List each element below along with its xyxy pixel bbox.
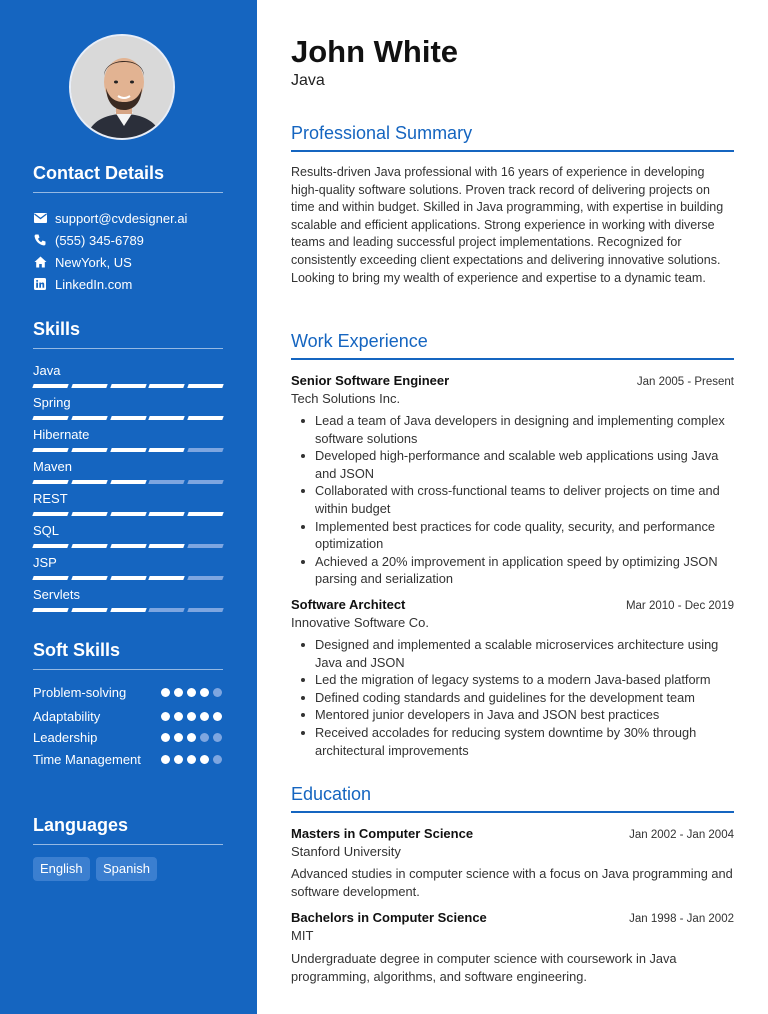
school-name: Stanford University bbox=[291, 844, 401, 859]
skill-name: SQL bbox=[33, 523, 60, 538]
skill-name: JSP bbox=[33, 555, 57, 570]
skill-level-segment bbox=[149, 416, 185, 420]
soft-skill-rating bbox=[161, 729, 222, 746]
skill-level-bar bbox=[33, 448, 223, 452]
home-icon bbox=[33, 255, 47, 269]
list-item: Led the migration of legacy systems to a modern Java-based platform bbox=[291, 671, 734, 689]
skill-level-segment bbox=[187, 512, 223, 516]
summary-text: Results-driven Java professional with 16 years of experience in developing high-quality software solutions. Proven track record of delivering projects on time and within budget. Skilled in Java programming, with expertise in building scalable and efficient applications. Strong experience in working with diverse teams and leading successful project implementations. Recognized for consistently exceeding client expectations and delivering innovative solutions. Looking to bring my wealth of experience and expertise to a dynamic team. bbox=[291, 165, 724, 285]
skill-name: REST bbox=[33, 491, 68, 506]
contact-email[interactable] bbox=[33, 209, 187, 227]
skills-heading: Skills bbox=[33, 319, 223, 349]
education-description: Advanced studies in computer science with a focus on Java programming and software development. bbox=[291, 866, 733, 899]
job-bullets bbox=[291, 412, 734, 588]
soft-skill-rating bbox=[161, 708, 222, 725]
skill-level-segment bbox=[149, 448, 185, 452]
skill-level-segment bbox=[187, 480, 223, 484]
skill-level-segment bbox=[71, 608, 107, 612]
list-item: Designed and implemented a scalable microservices architecture using Java and JSON bbox=[291, 636, 734, 671]
rating-dot bbox=[187, 755, 196, 764]
language-chip-english: English bbox=[33, 857, 90, 881]
skill-level-bar bbox=[33, 512, 223, 516]
soft-skill-rating bbox=[161, 751, 222, 768]
rating-dot bbox=[213, 712, 222, 721]
skill-level-segment bbox=[32, 512, 68, 516]
candidate-role: Java bbox=[291, 72, 325, 89]
rating-dot bbox=[200, 733, 209, 742]
list-item: Implemented best practices for code quality, security, and performance optimization bbox=[291, 518, 734, 553]
skill-level-segment bbox=[71, 448, 107, 452]
skill-level-segment bbox=[149, 512, 185, 516]
job-header bbox=[291, 373, 734, 388]
skill-level-segment bbox=[187, 576, 223, 580]
school-name: MIT bbox=[291, 928, 314, 943]
contact-phone[interactable] bbox=[33, 231, 144, 249]
skill-name: Spring bbox=[33, 395, 71, 410]
avatar bbox=[69, 34, 175, 140]
list-item: Mentored junior developers in Java and JSON best practices bbox=[291, 706, 734, 724]
skill-level-segment bbox=[110, 512, 146, 516]
rating-dot bbox=[200, 688, 209, 697]
list-item: Lead a team of Java developers in designing and implementing complex software solutions bbox=[291, 412, 734, 447]
skill-level-segment bbox=[110, 480, 146, 484]
rating-dot bbox=[187, 688, 196, 697]
skill-name: Servlets bbox=[33, 587, 80, 602]
summary-heading: Professional Summary bbox=[291, 123, 734, 152]
job-date: Jan 2005 - Present bbox=[636, 376, 734, 388]
education-description: Undergraduate degree in computer science with coursework in Java programming, algorithms, and software engineering. bbox=[291, 951, 677, 984]
skill-level-segment bbox=[187, 608, 223, 612]
education-date: Jan 2002 - Jan 2004 bbox=[629, 829, 734, 841]
rating-dot bbox=[161, 755, 170, 764]
degree-title: Bachelors in Computer Science bbox=[291, 910, 487, 925]
rating-dot bbox=[174, 688, 183, 697]
contact-linkedin-text: LinkedIn.com bbox=[55, 276, 133, 292]
rating-dot bbox=[200, 755, 209, 764]
skill-level-segment bbox=[149, 480, 185, 484]
skill-level-segment bbox=[32, 416, 68, 420]
skill-level-segment bbox=[187, 544, 223, 548]
skill-level-segment bbox=[32, 608, 68, 612]
list-item: Defined coding standards and guidelines for the development team bbox=[291, 689, 734, 707]
soft-skill-name: Time Management bbox=[33, 752, 141, 767]
rating-dot bbox=[200, 712, 209, 721]
language-chip-spanish: Spanish bbox=[96, 857, 157, 881]
skill-level-segment bbox=[149, 544, 185, 548]
rating-dot bbox=[174, 733, 183, 742]
rating-dot bbox=[213, 688, 222, 697]
skill-name: Hibernate bbox=[33, 427, 90, 442]
rating-dot bbox=[213, 755, 222, 764]
skill-level-bar bbox=[33, 416, 223, 420]
skill-level-segment bbox=[110, 384, 146, 388]
job-date: Mar 2010 - Dec 2019 bbox=[625, 600, 734, 612]
education-date: Jan 1998 - Jan 2002 bbox=[629, 913, 734, 925]
skill-level-segment bbox=[110, 416, 146, 420]
skill-level-segment bbox=[110, 608, 146, 612]
phone-icon bbox=[33, 233, 47, 247]
skill-level-segment bbox=[110, 576, 146, 580]
skill-level-bar bbox=[33, 576, 223, 580]
skill-level-segment bbox=[71, 480, 107, 484]
rating-dot bbox=[161, 712, 170, 721]
skill-level-segment bbox=[187, 384, 223, 388]
skill-level-segment bbox=[32, 384, 68, 388]
contact-linkedin[interactable] bbox=[33, 275, 132, 293]
rating-dot bbox=[161, 688, 170, 697]
skill-level-bar bbox=[33, 480, 223, 484]
experience-heading: Work Experience bbox=[291, 331, 734, 360]
skill-level-segment bbox=[32, 576, 68, 580]
education-header bbox=[291, 826, 734, 841]
job-company: Tech Solutions Inc. bbox=[291, 391, 401, 406]
contact-location-text: NewYork, US bbox=[55, 254, 132, 270]
soft-skill-name: Adaptability bbox=[33, 709, 101, 724]
skill-level-segment bbox=[187, 448, 223, 452]
rating-dot bbox=[187, 712, 196, 721]
degree-title: Masters in Computer Science bbox=[291, 826, 474, 841]
soft-skill-name: Problem-solving bbox=[33, 685, 127, 700]
skill-level-segment bbox=[110, 544, 146, 548]
rating-dot bbox=[174, 712, 183, 721]
rating-dot bbox=[174, 755, 183, 764]
list-item: Received accolades for reducing system downtime by 30% through architectural improvements bbox=[291, 724, 734, 759]
soft-skill-rating bbox=[161, 684, 222, 701]
linkedin-icon bbox=[33, 277, 47, 291]
skill-level-segment bbox=[32, 448, 68, 452]
soft-skills-heading: Soft Skills bbox=[33, 640, 223, 670]
contact-email-text: support@cvdesigner.ai bbox=[55, 210, 188, 226]
job-title: Software Architect bbox=[291, 597, 406, 612]
list-item: Achieved a 20% improvement in application speed by optimizing JSON parsing and serialization bbox=[291, 553, 734, 588]
skill-level-segment bbox=[71, 384, 107, 388]
sidebar bbox=[0, 0, 257, 1014]
skill-level-segment bbox=[149, 608, 185, 612]
skill-level-bar bbox=[33, 544, 223, 548]
soft-skill-row bbox=[33, 751, 223, 768]
skill-name: Maven bbox=[33, 459, 73, 474]
list-item: Developed high-performance and scalable web applications using Java and JSON bbox=[291, 447, 734, 482]
skill-level-segment bbox=[187, 416, 223, 420]
skill-level-segment bbox=[149, 576, 185, 580]
skill-level-segment bbox=[71, 512, 107, 516]
skill-level-bar bbox=[33, 608, 223, 612]
skill-level-segment bbox=[71, 416, 107, 420]
skill-level-segment bbox=[149, 384, 185, 388]
languages-heading: Languages bbox=[33, 815, 223, 845]
job-company: Innovative Software Co. bbox=[291, 615, 430, 630]
soft-skill-row bbox=[33, 684, 223, 701]
job-bullets bbox=[291, 636, 734, 759]
skill-level-segment bbox=[32, 480, 68, 484]
contact-location bbox=[33, 253, 132, 271]
profile-photo bbox=[71, 36, 175, 140]
soft-skill-row bbox=[33, 708, 223, 725]
skill-level-segment bbox=[71, 576, 107, 580]
skill-name: Java bbox=[33, 363, 61, 378]
skill-level-bar bbox=[33, 384, 223, 388]
contact-phone-text: (555) 345-6789 bbox=[55, 232, 144, 248]
contact-heading: Contact Details bbox=[33, 163, 223, 193]
soft-skill-name: Leadership bbox=[33, 730, 98, 745]
skill-level-segment bbox=[110, 448, 146, 452]
rating-dot bbox=[161, 733, 170, 742]
education-header bbox=[291, 910, 734, 925]
soft-skill-row bbox=[33, 729, 223, 746]
skill-level-segment bbox=[32, 544, 68, 548]
rating-dot bbox=[187, 733, 196, 742]
list-item: Collaborated with cross-functional teams to deliver projects on time and within budget bbox=[291, 482, 734, 517]
candidate-name: John White bbox=[291, 34, 459, 69]
skill-level-segment bbox=[71, 544, 107, 548]
education-heading: Education bbox=[291, 784, 734, 813]
envelope-icon bbox=[33, 211, 47, 225]
rating-dot bbox=[213, 733, 222, 742]
job-header bbox=[291, 597, 734, 612]
job-title: Senior Software Engineer bbox=[291, 373, 450, 388]
